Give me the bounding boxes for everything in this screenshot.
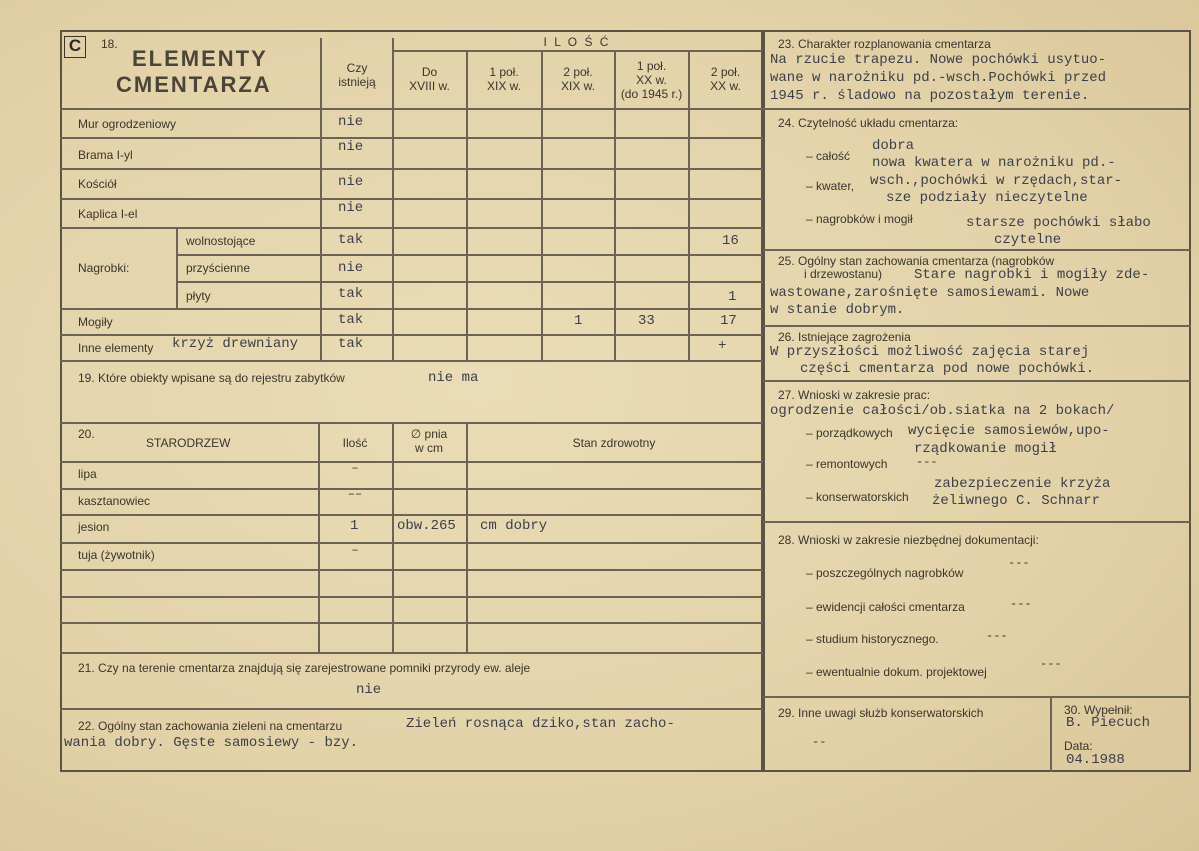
col-line <box>318 422 320 652</box>
col-ilosc: I L O Ś Ć <box>543 35 611 49</box>
row-line <box>60 422 763 424</box>
s25-label-2: i drzewostanu) <box>804 267 883 281</box>
row-line <box>763 380 1191 382</box>
row-line <box>763 696 1191 698</box>
row-mur-value: nie <box>338 114 364 130</box>
s26-line-1: W przyszłości możliwość zajęcia starej <box>770 344 1090 360</box>
col-czy-istnieja-1: Czy <box>346 61 368 75</box>
row-line <box>60 308 763 310</box>
col-line <box>176 227 178 308</box>
row-inne-value: tak <box>338 336 364 352</box>
section-18-title-2: CMENTARZA <box>116 72 272 97</box>
s29-value: -- <box>812 735 827 749</box>
s23-line-1: Na rzucie trapezu. Nowe pochówki usytuo- <box>770 52 1107 68</box>
s24-kwater-line-1: nowa kwatera w narożniku pd.- <box>872 155 1116 171</box>
s27-porz-label: – porządkowych <box>806 426 893 440</box>
row-brama-label: Brama I-yl <box>78 148 133 162</box>
period-col-5: 2 poł. XX w. <box>710 65 741 93</box>
s30-name: B. Piecuch <box>1066 715 1151 731</box>
tree-row-name: kasztanowiec <box>78 494 151 508</box>
tree-row-ilosc: – <box>351 543 359 557</box>
period-col-3: 2 poł. XIX w. <box>560 65 595 93</box>
row-plyty-value: tak <box>338 286 364 302</box>
row-inne-c5: + <box>718 338 727 354</box>
row-przyscienne-label: przyścienne <box>186 261 251 275</box>
row-mogily-c3: 1 <box>574 313 583 329</box>
col-line <box>466 50 468 360</box>
row-line <box>60 227 763 229</box>
s28-b-value: --- <box>1010 597 1032 611</box>
row-kaplica-label: Kaplica I-el <box>78 207 138 221</box>
row-line <box>60 108 763 110</box>
s27-kons-label: – konserwatorskich <box>806 490 909 504</box>
s27-kons-line-1: zabezpieczenie krzyża <box>934 476 1111 492</box>
row-line <box>176 281 763 283</box>
row-line <box>60 542 763 544</box>
s29-label: 29. Inne uwagi służb konserwatorskich <box>778 706 984 720</box>
row-wolnostojace-value: tak <box>338 232 364 248</box>
row-mogily-value: tak <box>338 312 364 328</box>
s27-line-0: ogrodzenie całości/ob.siatka na 2 bokach/ <box>770 403 1115 419</box>
s22-label: 22. Ogólny stan zachowania zieleni na cmentarzu <box>78 719 343 733</box>
s24-label: 24. Czytelność układu cmentarza: <box>778 116 959 130</box>
row-brama-value: nie <box>338 139 364 155</box>
s24-calosc-value: dobra <box>872 138 915 154</box>
s28-a: – poszczególnych nagrobków <box>806 566 964 580</box>
s23-line-2: wane w narożniku pd.-wsch.Pochówki przed <box>770 70 1107 86</box>
row-inne-typed: krzyż drewniany <box>172 336 299 352</box>
s27-porz-line-2: rządkowanie mogił <box>914 441 1057 457</box>
s27-label: 27. Wnioski w zakresie prac: <box>778 388 931 402</box>
col-line <box>541 50 543 360</box>
col-line <box>392 422 394 652</box>
col-line <box>466 422 468 652</box>
tree-row-name: lipa <box>78 467 97 481</box>
s24-nagrobkow-line-2: czytelne <box>994 232 1062 248</box>
tree-row-fi: obw.265 <box>397 518 456 534</box>
period-col-2: 1 poł. XIX w. <box>486 65 521 93</box>
tree-row-name: jesion <box>78 520 110 534</box>
s27-rem-label: – remontowych <box>806 457 888 471</box>
row-line <box>60 137 763 139</box>
row-plyty-count: 1 <box>728 289 737 305</box>
row-line <box>60 488 763 490</box>
s20-title: STARODRZEW <box>146 436 231 450</box>
row-przyscienne-value: nie <box>338 260 364 276</box>
row-inne-label: Inne elementy <box>78 341 154 355</box>
row-line <box>176 254 763 256</box>
s20-col-fi: ∅ pnia w cm <box>410 427 448 455</box>
row-line <box>60 461 763 463</box>
s23-label: 23. Charakter rozplanowania cmentarza <box>778 37 991 51</box>
s23-line-3: 1945 r. śladowo na pozostałym terenie. <box>770 88 1090 104</box>
s22-value-2: wania dobry. Gęste samosiewy - bzy. <box>64 735 359 751</box>
row-mur-label: Mur ogrodzeniowy <box>78 117 177 131</box>
tree-row-name: tuja (żywotnik) <box>78 548 155 562</box>
s28-c-value: --- <box>986 629 1008 643</box>
row-line <box>392 50 762 52</box>
s24-kwater-label: – kwater, <box>806 179 855 193</box>
s20-col-ilosc: Ilość <box>342 436 368 450</box>
row-line <box>763 249 1191 251</box>
row-line <box>60 360 763 362</box>
s30-label: 30. Wypełnił: <box>1064 703 1133 717</box>
s24-kwater-line-2: wsch.,pochówki w rzędach,star- <box>870 173 1123 189</box>
s30-date-label: Data: <box>1064 739 1093 753</box>
form-code-box: C <box>64 36 86 58</box>
row-kaplica-value: nie <box>338 200 364 216</box>
row-line <box>763 108 1191 110</box>
s28-label: 28. Wnioski w zakresie niezbędnej dokumentacji: <box>778 533 1039 547</box>
tree-row-ilosc: 1 <box>350 518 359 534</box>
s25-line-2: wastowane,zarośnięte samosiewami. Nowe <box>770 285 1090 301</box>
s19-label: 19. Które obiekty wpisane są do rejestru zabytków <box>78 371 345 385</box>
s20-num: 20. <box>78 427 95 441</box>
row-nagrobki-label: Nagrobki: <box>78 261 130 275</box>
section-18-num: 18. <box>101 37 118 51</box>
s28-b: – ewidencji całości cmentarza <box>806 600 965 614</box>
s24-kwater-line-3: sze podziały nieczytelne <box>886 190 1088 206</box>
s28-d: – ewentualnie dokum. projektowej <box>806 665 987 679</box>
row-wolnostojace-count: 16 <box>722 233 739 249</box>
s30-date: 04.1988 <box>1066 752 1125 768</box>
tree-row-ilosc: –– <box>347 487 363 501</box>
row-line <box>763 521 1191 523</box>
row-line <box>763 325 1191 327</box>
row-line <box>60 622 763 624</box>
s28-a-value: --- <box>1008 556 1030 570</box>
s25-label: 25. Ogólny stan zachowania cmentarza (nagrobków <box>778 254 1055 268</box>
period-col-1: Do XVIII w. <box>409 65 450 93</box>
s26-line-2: części cmentarza pod nowe pochówki. <box>800 361 1095 377</box>
s27-porz-line-1: wycięcie samosiewów,upo- <box>908 423 1110 439</box>
s28-c: – studium historycznego. <box>806 632 939 646</box>
s24-nagrobkow-line-1: starsze pochówki słabo <box>966 215 1151 231</box>
row-line <box>60 514 763 516</box>
s19-value: nie ma <box>428 370 479 386</box>
row-line <box>60 652 763 654</box>
s20-col-stan: Stan zdrowotny <box>572 436 656 450</box>
s22-value-1: Zieleń rosnąca dziko,stan zacho- <box>406 716 675 732</box>
s26-label: 26. Istniejące zagrożenia <box>778 330 911 344</box>
tree-row-ilosc: – <box>351 461 359 475</box>
row-line <box>60 168 763 170</box>
row-line <box>60 708 763 710</box>
row-mogily-c4: 33 <box>638 313 655 329</box>
row-wolnostojace-label: wolnostojące <box>186 234 256 248</box>
col-line <box>688 50 690 360</box>
s24-nagrobkow-label: – nagrobków i mogił <box>806 212 913 226</box>
row-mogily-c5: 17 <box>720 313 737 329</box>
tree-row-stan: cm dobry <box>480 518 548 534</box>
s25-line-3: w stanie dobrym. <box>770 302 905 318</box>
section-18-title-1: ELEMENTY <box>132 46 268 71</box>
row-line <box>60 569 763 571</box>
row-kosciol-value: nie <box>338 174 364 190</box>
s21-label: 21. Czy na terenie cmentarza znajdują się zarejestrowane pomniki przyrody ew. aleje <box>78 661 531 675</box>
s21-value: nie <box>356 682 382 698</box>
col-line <box>1050 696 1052 772</box>
row-plyty-label: płyty <box>186 289 211 303</box>
s27-kons-line-2: żeliwnego C. Schnarr <box>932 493 1101 509</box>
row-line <box>60 334 763 336</box>
row-mogily-label: Mogiły <box>78 315 113 329</box>
period-col-4: 1 poł. XX w. (do 1945 r.) <box>620 59 683 101</box>
row-line <box>60 198 763 200</box>
row-kosciol-label: Kościół <box>78 177 117 191</box>
s25-line-1: Stare nagrobki i mogiły zde- <box>914 267 1150 283</box>
s27-rem-value: --- <box>916 455 938 469</box>
row-line <box>60 596 763 598</box>
s28-d-value: --- <box>1040 657 1062 671</box>
s24-calosc-label: – całość <box>806 149 851 163</box>
col-czy-istnieja-2: istnieją <box>338 75 376 89</box>
